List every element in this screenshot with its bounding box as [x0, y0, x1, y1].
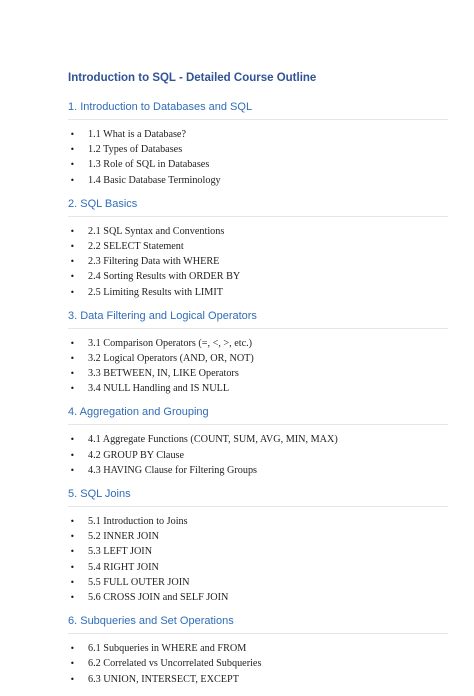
outline-section — [68, 614, 448, 687]
topic-list-item — [68, 157, 448, 172]
topic-label: 2.2 SELECT Statement — [88, 240, 184, 252]
topic-list-item — [68, 351, 448, 366]
topic-list-item — [68, 285, 448, 300]
bullet-icon: • — [70, 226, 75, 236]
topic-label: 2.5 Limiting Results with LIMIT — [88, 286, 223, 298]
topic-list-item — [68, 142, 448, 157]
topic-list-item — [68, 432, 448, 447]
heading-divider — [68, 119, 448, 120]
topic-label: 2.1 SQL Syntax and Conventions — [88, 225, 225, 237]
topic-list-item — [68, 529, 448, 544]
bullet-icon: • — [70, 435, 75, 445]
topic-label: 5.3 LEFT JOIN — [88, 546, 153, 558]
bullet-icon: • — [70, 338, 75, 348]
outline-section — [68, 405, 448, 478]
section-heading: 2. SQL Basics — [68, 197, 138, 210]
topic-list-item — [68, 672, 448, 687]
topic-label: 3.4 NULL Handling and IS NULL — [88, 383, 230, 395]
topic-list-item — [68, 560, 448, 575]
topic-label: 6.3 UNION, INTERSECT, EXCEPT — [88, 673, 239, 685]
topic-list-item — [68, 173, 448, 188]
topic-list-item — [68, 224, 448, 239]
bullet-icon: • — [70, 659, 75, 669]
topic-list-item — [68, 544, 448, 559]
heading-divider — [68, 328, 448, 329]
topic-label: 5.1 Introduction to Joins — [88, 516, 188, 527]
section-heading: 3. Data Filtering and Logical Operators — [68, 309, 257, 322]
document-body — [68, 70, 448, 696]
bullet-icon: • — [70, 562, 75, 572]
topic-label: 5.6 CROSS JOIN and SELF JOIN — [88, 591, 229, 603]
section-heading: 5. SQL Joins — [68, 488, 131, 500]
bullet-icon: • — [70, 532, 75, 542]
topic-label: 5.4 RIGHT JOIN — [88, 561, 159, 573]
bullet-icon: • — [70, 674, 75, 684]
bullet-icon: • — [70, 577, 75, 587]
topic-list-item — [68, 127, 448, 142]
topic-list — [68, 224, 448, 300]
topic-label: 6.1 Subqueries in WHERE and FROM — [88, 643, 247, 655]
topic-label: 3.3 BETWEEN, IN, LIKE Operators — [88, 368, 239, 380]
topic-list — [68, 514, 448, 605]
topic-label: 1.2 Types of Databases — [88, 144, 183, 156]
bullet-icon: • — [70, 369, 75, 379]
topic-list-item — [68, 381, 448, 396]
outline-section — [68, 100, 448, 188]
heading-divider — [68, 506, 448, 507]
topic-label: 3.1 Comparison Operators (=, <, >, etc.) — [88, 337, 253, 349]
topic-label: 4.1 Aggregate Functions (COUNT, SUM, AVG, MIN, MAX) — [88, 434, 338, 446]
topic-list — [68, 127, 448, 188]
topic-list-item — [68, 575, 448, 590]
topic-label: 5.5 FULL OUTER JOIN — [88, 576, 190, 588]
topic-label: 2.4 Sorting Results with ORDER BY — [88, 271, 241, 283]
heading-divider — [68, 216, 448, 217]
bullet-icon: • — [70, 287, 75, 297]
outline-section — [68, 197, 448, 300]
bullet-icon: • — [70, 257, 75, 267]
bullet-icon: • — [70, 241, 75, 251]
topic-list-item — [68, 366, 448, 381]
bullet-icon: • — [70, 145, 75, 155]
bullet-icon: • — [70, 160, 75, 170]
topic-list-item — [68, 269, 448, 284]
section-heading: 6. Subqueries and Set Operations — [68, 615, 234, 628]
topic-list-item — [68, 514, 448, 529]
bullet-icon: • — [70, 175, 75, 185]
topic-label: 3.2 Logical Operators (AND, OR, NOT) — [88, 352, 254, 364]
topic-list — [68, 336, 448, 397]
outline-section — [68, 487, 448, 605]
topic-label: 6.2 Correlated vs Uncorrelated Subqueries — [88, 658, 262, 670]
bullet-icon: • — [70, 353, 75, 363]
topic-list — [68, 432, 448, 478]
bullet-icon: • — [70, 384, 75, 394]
topic-label: 5.2 INNER JOIN — [88, 531, 160, 543]
document-title: Introduction to SQL - Detailed Course Outline — [68, 72, 317, 84]
topic-label: 1.4 Basic Database Terminology — [88, 174, 221, 186]
bullet-icon: • — [70, 465, 75, 475]
topic-label: 4.2 GROUP BY Clause — [88, 449, 185, 461]
topic-label: 1.1 What is a Database? — [88, 129, 186, 140]
topic-label: 1.3 Role of SQL in Databases — [88, 159, 210, 171]
topic-list-item — [68, 590, 448, 605]
section-heading: 1. Introduction to Databases and SQL — [68, 101, 253, 113]
bullet-icon: • — [70, 130, 75, 139]
heading-divider — [68, 424, 448, 425]
bullet-icon: • — [70, 644, 75, 654]
outline-section — [68, 309, 448, 397]
bullet-icon: • — [70, 450, 75, 460]
topic-label: 2.3 Filtering Data with WHERE — [88, 256, 220, 268]
topic-list-item — [68, 656, 448, 671]
topic-list-item — [68, 239, 448, 254]
topic-list-item — [68, 448, 448, 463]
topic-list-item — [68, 254, 448, 269]
topic-label: 4.3 HAVING Clause for Filtering Groups — [88, 464, 258, 476]
bullet-icon: • — [70, 272, 75, 282]
section-heading: 4. Aggregation and Grouping — [68, 406, 209, 419]
topic-list-item — [68, 463, 448, 478]
heading-divider — [68, 633, 448, 634]
topic-list-item — [68, 336, 448, 351]
bullet-icon: • — [70, 547, 75, 557]
bullet-icon: • — [70, 592, 75, 602]
bullet-icon: • — [70, 517, 75, 526]
section-list — [68, 100, 448, 687]
topic-list — [68, 641, 448, 687]
topic-list-item — [68, 641, 448, 656]
